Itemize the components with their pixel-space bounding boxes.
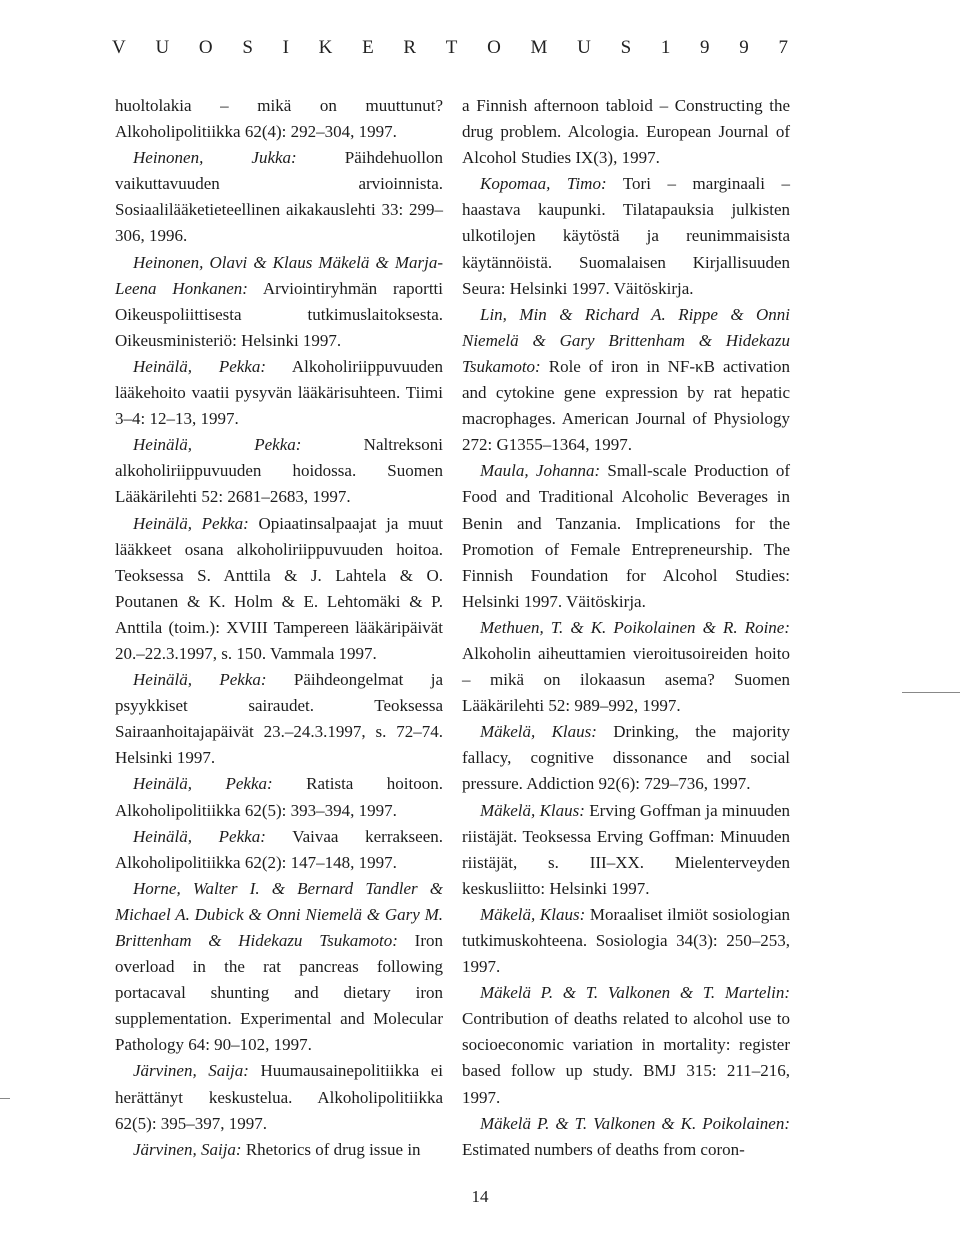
header-letter: U <box>577 37 591 58</box>
reference-author: Heinonen, Jukka: <box>133 148 297 168</box>
left-column <box>115 93 443 1163</box>
reference-text: Moraaliset ilmiöt sosiologian tutkimuskohteena. Sosiologia 34(3): 250–253, 1997. <box>462 904 790 977</box>
header-letter: S <box>242 37 253 58</box>
reference-author: Heinälä, Pekka: <box>133 513 249 533</box>
reference-text: Rhetorics of drug issue in <box>241 1139 421 1159</box>
reference-author: Heinälä, Pekka: <box>133 435 302 455</box>
reference-text: Alkoholin aiheuttamien vieroitusoireiden hoito – mikä on ilokaasun asema? Suomen Lääkärilehti 52: 989–992, 1997. <box>462 643 790 716</box>
reference-entry <box>462 458 790 615</box>
reference-text: Drinking, the majority fallacy, cognitive dissonance and social pressure. Addiction 92(6): 729–736, 1997. <box>462 722 790 794</box>
running-header <box>112 36 788 60</box>
reference-author: Heinälä, Pekka: <box>133 356 267 376</box>
reference-author: Mäkelä, Klaus: <box>480 722 597 742</box>
header-letter: 9 <box>739 37 749 58</box>
reference-text: Iron overload in the rat pancreas following portacaval shunting and dietary iron supplementation. Experimental and Molecular Pathology 64: 90–102, 1997. <box>115 931 444 1055</box>
reference-entry <box>115 93 443 145</box>
reference-author: Heinälä, Pekka: <box>133 774 273 794</box>
reference-entry <box>462 1111 790 1163</box>
reference-text: Alkoholiriippuvuuden lääkehoito vaatii pysyvän lääkärisuhteen. Tiimi 3–4: 12–13, 1997. <box>115 356 443 429</box>
reference-entry <box>115 145 443 249</box>
header-letter: M <box>530 37 548 58</box>
reference-text: Arviointiryhmän raportti Oikeuspoliittisesta tutkimuslaitoksesta. Oikeusministeriö: Helsinki 1997. <box>115 278 444 350</box>
header-letter: T <box>445 37 458 58</box>
reference-author: Heinälä, Pekka: <box>133 670 267 690</box>
header-letter: 9 <box>700 37 710 58</box>
reference-text: huoltolakia – mikä on muuttunut? Alkoholipolitiikka 62(4): 292–304, 1997. <box>115 96 443 142</box>
reference-author: Horne, Walter I. & Bernard Tandler & Michael A. Dubick & Onni Niemelä & Gary M. Brittenham & Hidekazu Tsukamoto: <box>115 878 443 950</box>
reference-text: Ratista hoitoon. Alkoholipolitiikka 62(5): 393–394, 1997. <box>115 774 443 820</box>
reference-text: a Finnish afternoon tabloid – Constructing the drug problem. Alcologia. European Journal of Alcohol Studies IX(3), 1997. <box>462 96 790 168</box>
reference-entry <box>115 511 443 668</box>
reference-entry <box>462 615 790 719</box>
header-letter: O <box>487 37 501 58</box>
page-number: 14 <box>471 1187 489 1206</box>
reference-text: Small-scale Production of Food and Traditional Alcoholic Beverages in Benin and Tanzania. Implications for the Promotion of Female Entrepreneurship. The Finnish Foundation for Alcohol Studies: Helsinki 1997. Väitöskirja. <box>462 461 791 611</box>
header-letter: O <box>198 37 213 58</box>
header-letter: K <box>318 37 333 58</box>
right-column <box>462 93 790 1163</box>
reference-author: Järvinen, Saija: <box>133 1139 242 1159</box>
header-letter: V <box>112 37 126 58</box>
margin-rule <box>902 692 960 693</box>
header-letter: R <box>403 37 417 58</box>
reference-entry <box>115 876 443 1059</box>
reference-entry <box>115 250 443 354</box>
margin-rule <box>0 1098 10 1099</box>
reference-entry <box>115 432 443 510</box>
reference-author: Mäkelä P. & T. Valkonen & T. Martelin: <box>480 983 790 1003</box>
reference-author: Järvinen, Saija: <box>133 1061 249 1081</box>
reference-author: Heinonen, Olavi & Klaus Mäkelä & Marja-Leena Honkanen: <box>115 252 443 298</box>
reference-text: Päihdeongelmat ja psyykkiset sairaudet. Teoksessa Sairaanhoitajapäivät 23.–24.3.1997, s. 72–74. Helsinki 1997. <box>115 670 443 768</box>
header-letter: U <box>155 37 170 58</box>
reference-entry <box>115 771 443 823</box>
reference-text: Tori – marginaali – haastava kaupunki. Tilatapauksia julkisten ulkotilojen käytöstä ja reunimmaisista käytännöistä. Suomalaisen Kirjallisuuden Seura: Helsinki 1997. Väitöskirja. <box>462 174 790 298</box>
reference-text: Erving Goffman ja minuuden riistäjät. Teoksessa Erving Goffman: Minuuden riistäjät, s. III–XX. Mielenterveyden keskusliitto: Helsinki 1997. <box>462 800 790 898</box>
reference-entry <box>462 302 790 459</box>
header-letter: 7 <box>778 37 788 58</box>
reference-entry <box>462 171 790 301</box>
reference-text: Opiaatinsalpaajat ja muut lääkkeet osana alkoholiriippuvuuden hoitoa. Teoksessa S. Anttila & J. Lahtela & O. Poutanen & K. Holm & E. Lehtomäki & P. Anttila (toim.): XVIII Tampereen lääkäripäivät 20.–22.3.1997, s. 150. Vammala 1997. <box>115 513 444 663</box>
reference-entry <box>462 902 790 980</box>
reference-entry <box>115 354 443 432</box>
reference-text: Huumausainepolitiikka ei herättänyt keskustelua. Alkoholipolitiikka 62(5): 395–397, 1997. <box>115 1061 443 1133</box>
reference-entry <box>115 1137 443 1163</box>
reference-text: Päihdehuollon vaikuttavuuden arvioinnista. Sosiaalilääketieteellinen aikakauslehti 33: 299–306, 1996. <box>115 148 444 246</box>
reference-entry <box>115 667 443 771</box>
reference-entry <box>462 719 790 797</box>
reference-entry <box>462 798 790 902</box>
header-letter: E <box>362 37 374 58</box>
reference-author: Mäkelä, Klaus: <box>480 904 586 924</box>
reference-text: Estimated numbers of deaths from coron- <box>462 1139 745 1159</box>
reference-text: Vaivaa kerrakseen. Alkoholipolitiikka 62(2): 147–148, 1997. <box>115 826 443 872</box>
reference-entry <box>462 980 790 1110</box>
reference-author: Kopomaa, Timo: <box>480 174 607 194</box>
header-letter: 1 <box>660 37 671 58</box>
reference-author: Lin, Min & Richard A. Rippe & Onni Niemelä & Gary Brittenham & Hidekazu Tsukamoto: <box>462 304 790 376</box>
reference-entry <box>115 824 443 876</box>
reference-text: Naltreksoni alkoholiriippuvuuden hoidossa. Suomen Lääkärilehti 52: 2681–2683, 1997. <box>115 435 443 507</box>
reference-author: Heinälä, Pekka: <box>133 826 266 846</box>
reference-author: Methuen, T. & K. Poikolainen & R. Roine: <box>480 617 790 637</box>
header-letter: I <box>282 37 289 58</box>
header-letter: S <box>620 37 632 58</box>
reference-author: Mäkelä, Klaus: <box>480 800 585 820</box>
reference-entry <box>462 93 790 171</box>
reference-entry <box>115 1058 443 1136</box>
reference-text: Role of iron in NF-κB activation and cytokine gene expression by rat hepatic macrophages. American Journal of Physiology 272: G1355–1364, 1997. <box>462 356 790 455</box>
reference-text: Contribution of deaths related to alcohol use to socioeconomic variation in mortality: register based follow up study. BMJ 315: 211–216, 1997. <box>462 1009 790 1107</box>
reference-author: Mäkelä P. & T. Valkonen & K. Poikolainen: <box>480 1113 790 1133</box>
reference-author: Maula, Johanna: <box>480 461 601 481</box>
